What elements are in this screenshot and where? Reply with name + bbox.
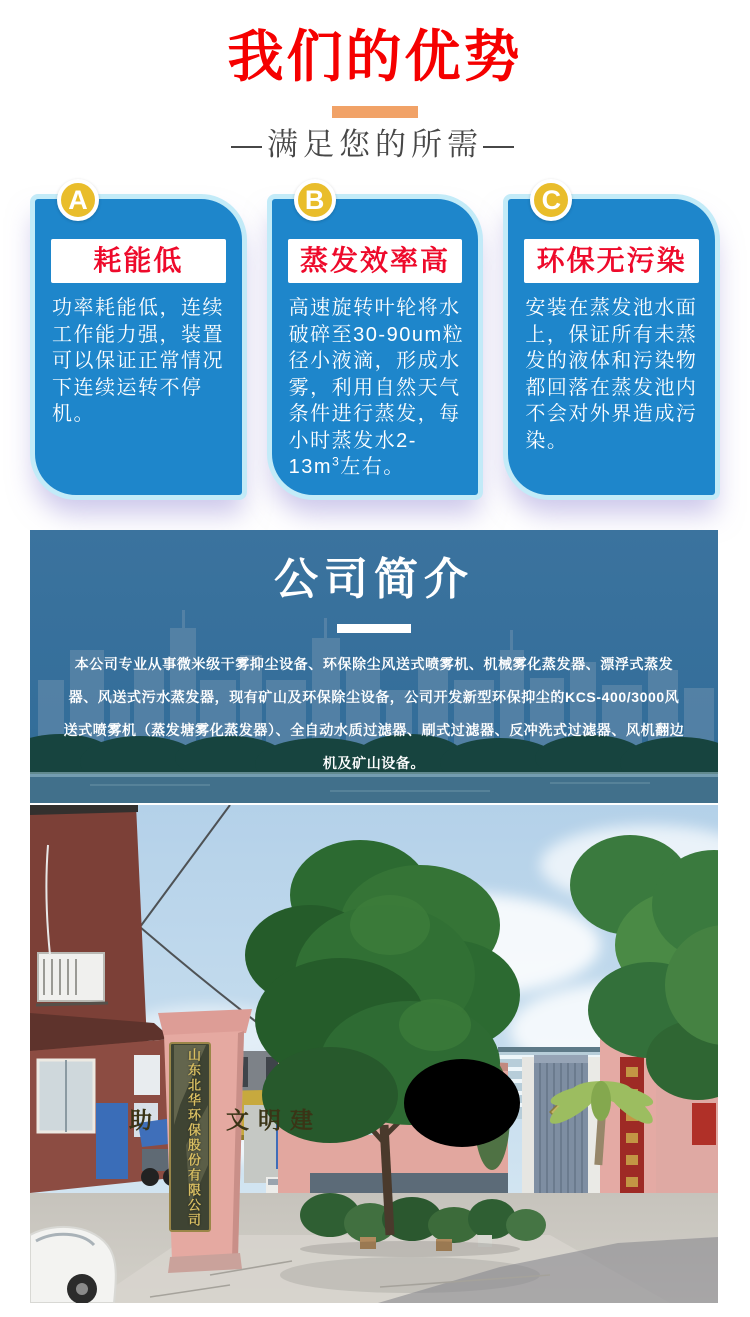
page-subtitle: —满足您的所需— xyxy=(231,127,519,162)
factory-photo-graphic xyxy=(30,805,718,1303)
banner-text-left: 助 xyxy=(129,1106,152,1133)
card-b-title: 蒸发效率高 xyxy=(288,239,463,283)
title-divider xyxy=(332,106,418,118)
advantage-card-c xyxy=(503,184,720,500)
page-title: 我们的优势 xyxy=(227,25,523,88)
advantage-cards-row xyxy=(30,184,720,500)
badge-c: C xyxy=(530,179,572,221)
card-a-title: 耗能低 xyxy=(51,239,226,283)
company-intro-section xyxy=(30,530,718,803)
card-a-body: 功率耗能低，连续工作能力强，装置可以保证正常情况下连续运转不停机。 xyxy=(52,297,224,425)
ac-unit xyxy=(36,953,108,1005)
company-title-divider xyxy=(337,624,411,633)
card-c-title: 环保无污染 xyxy=(524,239,699,283)
badge-b: B xyxy=(294,179,336,221)
card-c-body: 安装在蒸发池水面上，保证所有未蒸发的液体和污染物都回落在蒸发池内不会对外界造成污染。 xyxy=(525,297,698,452)
factory-entrance-photo xyxy=(30,805,718,1303)
company-title: 公司简介 xyxy=(274,554,474,604)
advantages-header xyxy=(0,0,750,162)
banner-text-right: 文明建 xyxy=(226,1106,322,1133)
card-b-body: 高速旋转叶轮将水破碎至30-90um粒径小液滴，形成水雾，利用自然天气条件进行蒸发，每小时蒸发水$2-13m^3$左右。 xyxy=(288,297,465,478)
gate-sign-text: 山东北华环保股份有限公司 xyxy=(186,1047,201,1228)
company-description: 本公司专业从事微米级干雾抑尘设备、环保除尘风送式喷雾机、机械雾化蒸发器、漂浮式蒸发器、风送式污水蒸发器，现有矿山及环保除尘设备，公司开发新型环保抑尘的KCS-400/3000风送式喷雾机（蒸发塘雾化蒸发器）、全自动水质过滤器、刷式过滤器、反冲洗式过滤器、风机翻边机及矿山设备。 xyxy=(63,655,685,771)
advantage-card-b xyxy=(267,184,484,500)
badge-a: A xyxy=(57,179,99,221)
advantage-card-a xyxy=(30,184,247,500)
